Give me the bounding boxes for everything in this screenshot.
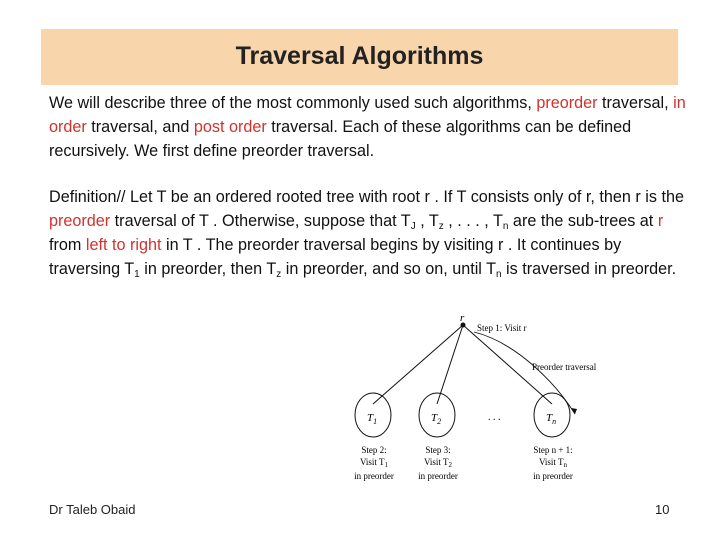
visit-label: Visit $T_1$ — [359, 457, 389, 469]
order-label: in preorder — [418, 471, 458, 481]
definition-text: are the sub-trees at — [508, 212, 658, 230]
subtree-label: $T_2$ — [431, 412, 442, 426]
definition-paragraph — [49, 185, 689, 281]
subscript: z — [276, 269, 282, 280]
slide-title: Traversal Algorithms — [235, 42, 484, 70]
order-label: in preorder — [354, 471, 394, 481]
step-label: Step n + 1: — [533, 445, 573, 455]
definition-text: in T . The preorder traversal begins by visiting r . It continues by traversing T — [49, 236, 622, 278]
keyword-r: r — [657, 212, 664, 230]
definition-text: traversal of T . Otherwise, suppose that T — [110, 212, 411, 230]
keyword-inorder: in order — [49, 94, 686, 136]
visit-label: Visit $T_n$ — [538, 457, 568, 469]
subtree-label: $T_n$ — [546, 412, 557, 426]
subscript: n — [502, 221, 509, 232]
footer-author: Dr Taleb Obaid — [49, 502, 136, 517]
subtree-label: $T_1$ — [367, 412, 378, 426]
preorder-tree-diagram — [340, 312, 680, 492]
keyword-left-to-right: left to right — [85, 236, 162, 254]
intro-text: traversal, and — [86, 118, 194, 136]
intro-paragraph — [49, 91, 689, 163]
definition-text: , T — [415, 212, 439, 230]
definition-text: , . . . , T — [443, 212, 503, 230]
visit-label: Visit $T_2$ — [423, 457, 453, 469]
intro-text: We will describe three of the most commonly used such algorithms, — [49, 94, 537, 112]
intro-text: traversal. Each of these algorithms can be defined recursively. We first define preorder traversal. — [49, 118, 632, 160]
order-label: in preorder — [533, 471, 573, 481]
subscript: n — [496, 269, 502, 280]
step-label: Step 3: — [425, 445, 451, 455]
definition-text: from — [49, 236, 86, 254]
definition-text: in preorder, then T — [139, 260, 277, 278]
traversal-arrow — [474, 332, 575, 414]
subscript: J — [410, 221, 416, 232]
title-banner — [41, 29, 678, 85]
keyword-preorder: preorder — [49, 212, 111, 230]
definition-text: Definition// Let T be an ordered rooted tree with root r . If T consists only of r, then r is the — [49, 188, 684, 206]
step1-label: Step 1: Visit r — [477, 323, 527, 333]
definition-text: is traversed in preorder. — [501, 260, 677, 278]
traversal-label: Preorder traversal — [532, 362, 597, 372]
ellipsis: . . . — [488, 412, 501, 423]
page-number: 10 — [655, 502, 670, 517]
keyword-preorder: preorder — [536, 94, 598, 112]
intro-text: traversal, — [597, 94, 674, 112]
keyword-postorder: post order — [193, 118, 267, 136]
subscript: z — [438, 221, 444, 232]
step-label: Step 2: — [361, 445, 387, 455]
subscript: 1 — [134, 269, 140, 280]
root-label: r — [460, 312, 465, 324]
definition-text: in preorder, and so on, until T — [281, 260, 496, 278]
